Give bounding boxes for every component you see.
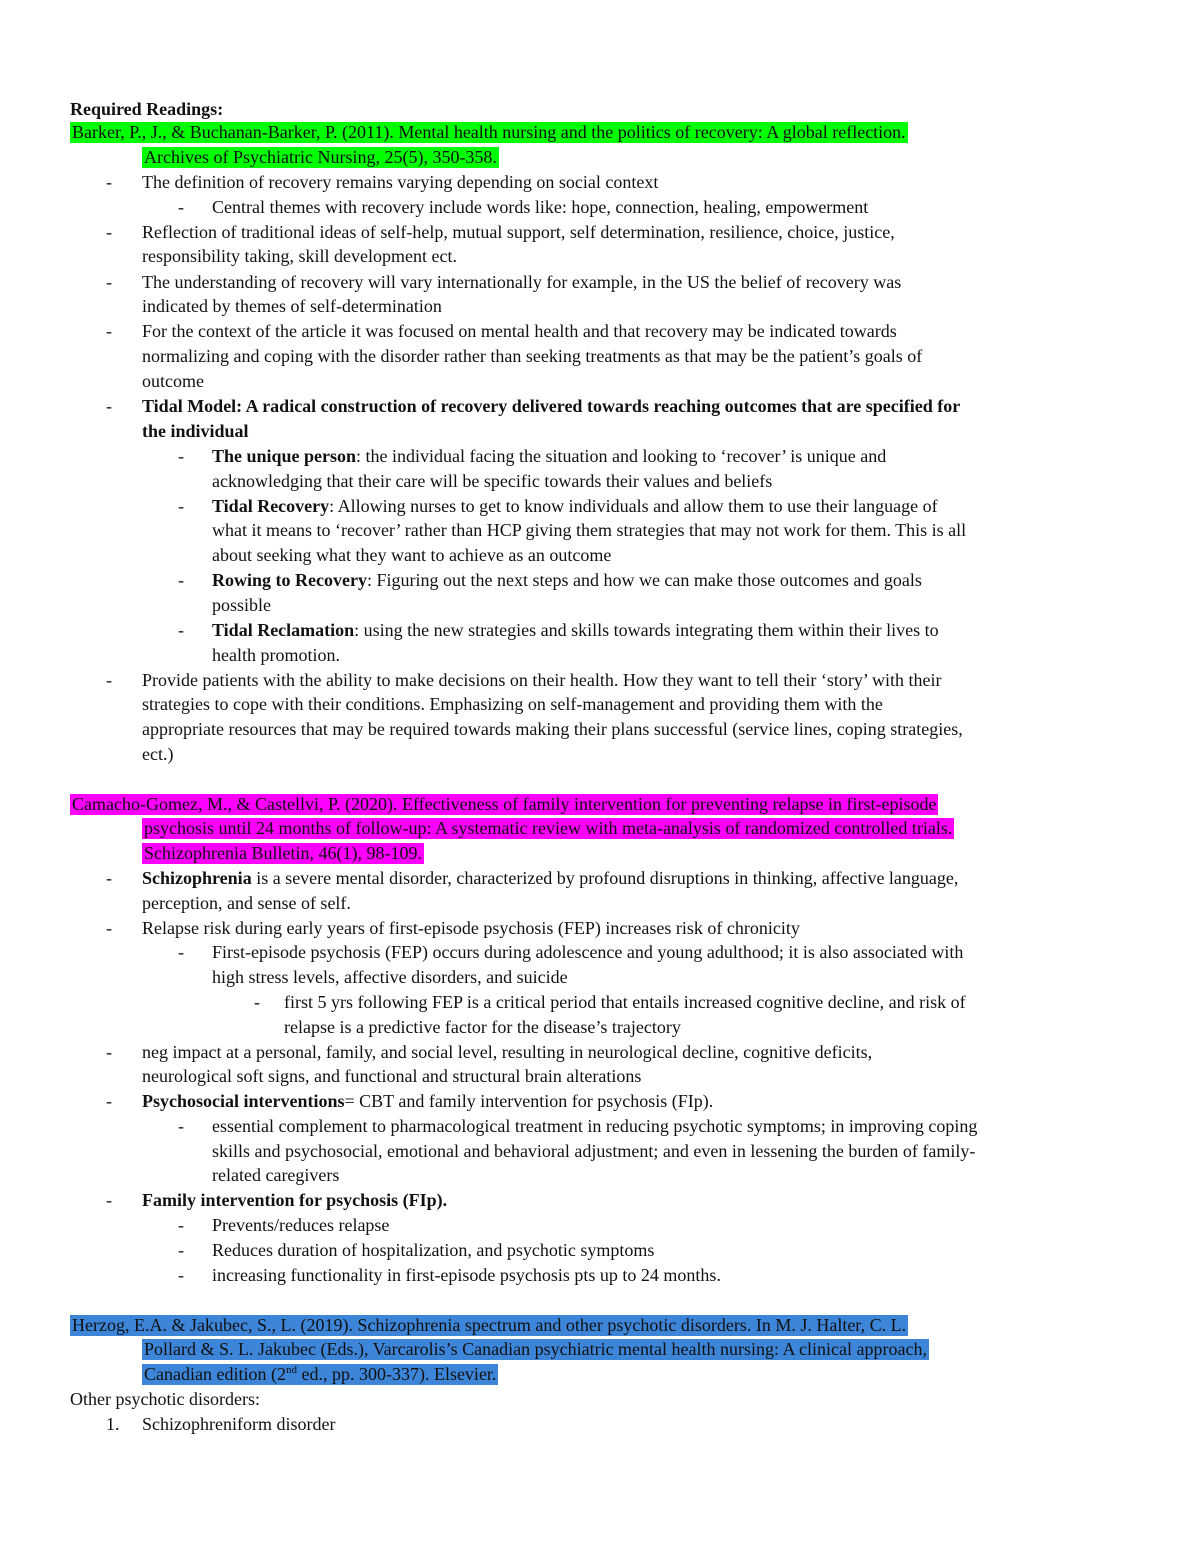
bullet-text: responsibility taking, skill development ect. — [142, 246, 457, 266]
bullet-dash: - — [178, 942, 184, 962]
bullet-text: Relapse risk during early years of first-episode psychosis (FEP) increases risk of chronicity — [142, 918, 800, 938]
bullet-text: high stress levels, affective disorders, and suicide — [212, 967, 568, 987]
citation-camacho-line2: psychosis until 24 months of follow-up: A systematic review with meta-analysis of randomized controlled trials. — [144, 818, 953, 838]
bullet-dash: - — [178, 1240, 184, 1260]
bullet-dash: - — [106, 1190, 112, 1210]
bullet-dash: - — [106, 172, 112, 192]
bullet-dash: - — [178, 446, 184, 466]
bullet-dash: - — [178, 197, 184, 217]
subheading-other-disorders: Other psychotic disorders: — [70, 1389, 260, 1409]
bullet-dash: - — [178, 620, 184, 640]
bullet-text: Schizophrenia is a severe mental disorder, characterized by profound disruptions in thinking, affective language, — [142, 868, 959, 888]
citation-herzog-line2: Pollard & S. L. Jakubec (Eds.), Varcarolis’s Canadian psychiatric mental health nursing: A clinical approach, — [144, 1339, 927, 1359]
bullet-dash: - — [178, 496, 184, 516]
bullet-text: indicated by themes of self-determination — [142, 296, 442, 316]
bullet-text: about seeking what they want to achieve as an outcome — [212, 545, 612, 565]
bullet-text: Prevents/reduces relapse — [212, 1215, 390, 1235]
bullet-text: increasing functionality in first-episode psychosis pts up to 24 months. — [212, 1265, 721, 1285]
bullet-text: Tidal Reclamation: using the new strategies and skills towards integrating them within their lives to — [212, 620, 939, 640]
citation-herzog-line1: Herzog, E.A. & Jakubec, S., L. (2019). Schizophrenia spectrum and other psychotic disorders. In M. J. Halter, C. L. — [72, 1315, 907, 1335]
bullet-text: Tidal Recovery: Allowing nurses to get to know individuals and allow them to use their language of — [212, 496, 938, 516]
bullet-text: ect.) — [142, 744, 174, 764]
bullet-text: Reflection of traditional ideas of self-help, mutual support, self determination, resilience, choice, justice, — [142, 222, 895, 242]
bullet-text: The definition of recovery remains varying depending on social context — [142, 172, 659, 192]
bullet-text: essential complement to pharmacological treatment in reducing psychotic symptoms; in improving coping — [212, 1116, 978, 1136]
bullet-text: neg impact at a personal, family, and social level, resulting in neurological decline, cognitive deficits, — [142, 1042, 873, 1062]
bullet-dash: - — [106, 396, 112, 416]
bullet-text: skills and psychosocial, emotional and behavioral adjustment; and even in lessening the burden of family- — [212, 1141, 976, 1161]
bullet-text: Rowing to Recovery: Figuring out the next steps and how we can make those outcomes and goals — [212, 570, 922, 590]
bullet-text: The unique person: the individual facing the situation and looking to ‘recover’ is unique and — [212, 446, 887, 466]
bullet-dash: - — [178, 570, 184, 590]
bullet-dash: - — [106, 918, 112, 938]
bullet-dash: - — [178, 1265, 184, 1285]
bullet-dash: - — [178, 1215, 184, 1235]
bullet-dash: - — [106, 670, 112, 690]
bullet-text: Tidal Model: A radical construction of recovery delivered towards reaching outcomes that are specified for — [142, 396, 961, 416]
bullet-text: For the context of the article it was focused on mental health and that recovery may be indicated towards — [142, 321, 897, 341]
bullet-text: acknowledging that their care will be specific towards their values and beliefs — [212, 471, 773, 491]
bullet-text: what it means to ‘recover’ rather than HCP giving them strategies that may not work for them. This is all — [212, 520, 967, 540]
bullet-text: Central themes with recovery include words like: hope, connection, healing, empowerment — [212, 197, 869, 217]
citation-herzog-line3: Canadian edition (2nd ed., pp. 300-337). Elsevier. — [144, 1364, 497, 1384]
citation-barker-line1: Barker, P., J., & Buchanan-Barker, P. (2011). Mental health nursing and the politics of recovery: A global reflection. — [72, 122, 906, 142]
bullet-text: relapse is a predictive factor for the disease’s trajectory — [284, 1017, 681, 1037]
bullet-text: neurological soft signs, and functional and structural brain alterations — [142, 1066, 642, 1086]
bullet-text: The understanding of recovery will vary internationally for example, in the US the belief of recovery was — [142, 272, 902, 292]
bullet-text: the individual — [142, 421, 249, 441]
bullet-text: normalizing and coping with the disorder rather than seeking treatments as that may be the patient’s goals of — [142, 346, 923, 366]
bullet-text: Provide patients with the ability to make decisions on their health. How they want to tell their ‘story’ with their — [142, 670, 942, 690]
bullet-text: perception, and sense of self. — [142, 893, 351, 913]
bullet-text: first 5 yrs following FEP is a critical period that entails increased cognitive decline, and risk of — [284, 992, 966, 1012]
list-item: Schizophreniform disorder — [142, 1414, 336, 1434]
citation-barker-line2: Archives of Psychiatric Nursing, 25(5), 350-358. — [144, 147, 497, 167]
bullet-text: appropriate resources that may be required towards making their plans successful (service lines, coping strategies, — [142, 719, 963, 739]
citation-camacho-line1: Camacho-Gomez, M., & Castellvi, P. (2020). Effectiveness of family intervention for preventing relapse in first-episode — [72, 794, 937, 814]
bullet-dash: - — [106, 222, 112, 242]
bullet-text: related caregivers — [212, 1165, 340, 1185]
bullet-text: strategies to cope with their conditions. Emphasizing on self-management and providing them with the — [142, 694, 883, 714]
bullet-dash: - — [254, 992, 260, 1012]
bullet-text: Family intervention for psychosis (FIp). — [142, 1190, 448, 1210]
list-number: 1. — [106, 1414, 120, 1434]
bullet-text: possible — [212, 595, 272, 615]
bullet-dash: - — [106, 868, 112, 888]
bullet-text: health promotion. — [212, 645, 340, 665]
bullet-text: Reduces duration of hospitalization, and psychotic symptoms — [212, 1240, 655, 1260]
bullet-text: outcome — [142, 371, 204, 391]
bullet-dash: - — [106, 272, 112, 292]
section-heading: Required Readings: — [70, 99, 224, 119]
bullet-dash: - — [106, 321, 112, 341]
bullet-dash: - — [106, 1091, 112, 1111]
citation-camacho-line3: Schizophrenia Bulletin, 46(1), 98-109. — [144, 843, 422, 863]
bullet-dash: - — [106, 1042, 112, 1062]
bullet-dash: - — [178, 1116, 184, 1136]
bullet-text: First-episode psychosis (FEP) occurs during adolescence and young adulthood; it is also associated with — [212, 942, 964, 962]
bullet-text: Psychosocial interventions= CBT and family intervention for psychosis (FIp). — [142, 1091, 714, 1111]
